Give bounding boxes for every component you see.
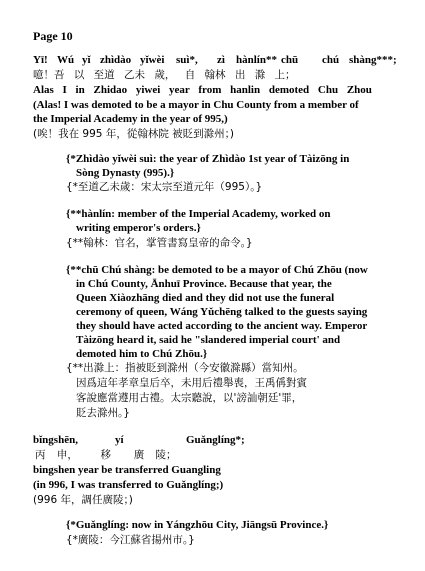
note-4-line-1: {*Guǎnglíng: now in Yángzhōu City, Jiāngsū Province.} [66, 519, 329, 531]
verse-1-chinese-translation: (唉！我在 995 年，從翰林院 被貶到滁州；) [33, 128, 234, 140]
note-1-line-2: Sòng Dynasty (995).} [76, 167, 175, 179]
note-3-line-2: in Chú County, Ānhuī Province. Because that year, the [76, 278, 332, 290]
verse-1-gloss: Alas I in Zhidao yiwei year from hanlin demoted Chu Zhou [33, 84, 372, 96]
note-3-chinese-2: 因爲這年孝章皇后卒，未用后禮舉喪，王禹偁對賓 [76, 377, 307, 389]
pinyin-word: yǐwèi [140, 54, 165, 66]
verse-2-chinese-translation: (996 年，調任廣陵；) [33, 494, 133, 506]
verse-2-translation: (in 996, I was transferred to Guǎnglíng;) [33, 479, 224, 491]
note-3-line-3: Queen Xiàozhāng died and they did not use the funeral [76, 292, 335, 304]
pinyin-word: zhìdào [100, 54, 132, 66]
pinyin-word: Wú [57, 54, 75, 66]
note-3-line-5: they should have acted according to the ancient way. Emperor [76, 320, 368, 332]
verse-1-translation-line-2: the Imperial Academy in the year of 995,) [33, 113, 228, 125]
verse-1-translation-line-1: (Alas! I was demoted to be a mayor in Chu County from a member of [33, 99, 359, 111]
pinyin-word: zì [217, 54, 225, 66]
note-1-line-1: {*Zhìdào yǐwèi suì: the year of Zhìdào 1st year of Tàizōng in [66, 153, 350, 165]
pinyin-word: hànlín** [236, 54, 277, 66]
note-2-line-2: writing emperor's orders.} [76, 222, 201, 234]
note-3-line-6: Tàizōng heard it, said he "slandered imperial court' and [76, 334, 341, 346]
note-1-chinese: {*至道乙未歲：宋太宗至道元年（995）。} [66, 181, 263, 193]
pinyin-word: chú [322, 54, 340, 66]
pinyin-word: suì*, [176, 54, 198, 66]
verse-2-pinyin-line [33, 434, 333, 447]
note-3-chinese-4: 貶去滁州。} [76, 407, 130, 419]
note-2-chinese: {**翰林：官名，掌管書寫皇帝的命令。} [66, 237, 253, 249]
pinyin-word: Guǎnglíng*; [186, 434, 245, 446]
verse-2-hanzi: 丙 申， 移 廣 陵； [35, 449, 177, 461]
note-3-chinese-3: 客說應當遵用古禮。太宗聽說，以'謗訕朝廷'罪， [76, 392, 303, 404]
note-3-line-1: {**chū Chú shàng: be demoted to be a mayor of Chú Zhōu (now [66, 264, 368, 276]
pinyin-word: chū [281, 54, 299, 66]
note-2-line-1: {**hànlín: member of the Imperial Academy, worked on [66, 208, 331, 220]
page-title: Page 10 [33, 29, 73, 43]
pinyin-word: shàng***; [349, 54, 397, 66]
pinyin-word: Yī! [33, 54, 48, 66]
verse-1-pinyin-line [33, 54, 403, 67]
verse-2-gloss: bingshen year be transferred Guangling [33, 464, 221, 476]
pinyin-word: bǐngshēn, [33, 434, 78, 446]
note-3-line-4: ceremony of queen, Wáng Yǔchēng talked to the guests saying [76, 306, 368, 318]
pinyin-word: yí [115, 434, 124, 446]
note-3-line-7: demoted him to Chú Zhōu.} [76, 348, 208, 360]
pinyin-word: yǐ [82, 54, 91, 66]
note-4-chinese: {*廣陵：今江蘇省揚州市。} [66, 534, 195, 546]
note-3-chinese-1: {**出滁上：指被貶到滁州（今安徽滁縣）當知州。 [66, 362, 304, 374]
verse-1-hanzi: 噫！吾 以 至道 乙未 歲， 自 翰林 出 滁 上； [33, 69, 296, 81]
